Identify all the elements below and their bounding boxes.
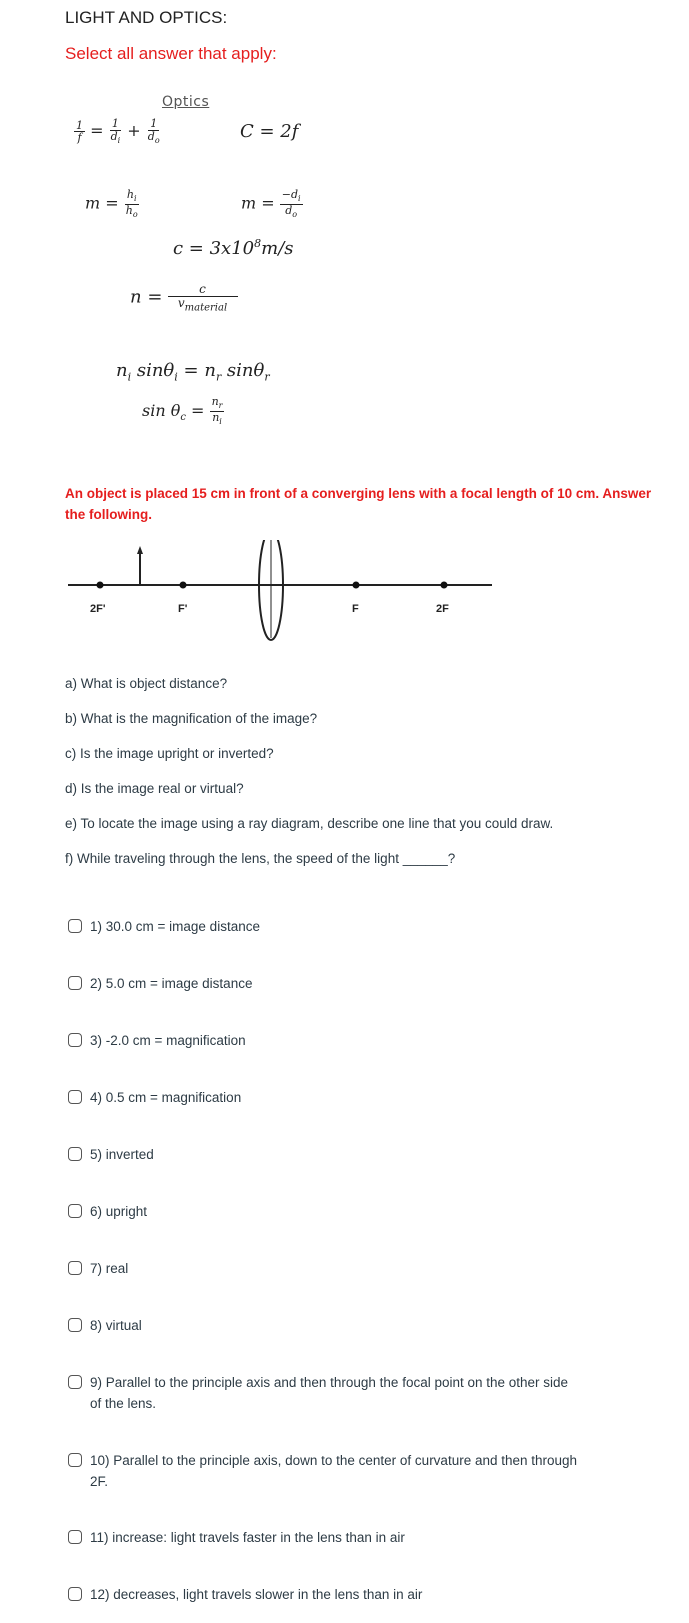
answer-label: 1) 30.0 cm = image distance <box>90 919 260 934</box>
checkbox[interactable] <box>68 1587 82 1601</box>
checkbox[interactable] <box>68 1453 82 1467</box>
thin-lens-equation: $\frac{1}{f}$ = $\frac{1}{d_i}$ + $\frac{1}{d_o}$ <box>76 117 160 145</box>
answer-label: 11) increase: light travels faster in the lens than in air <box>90 1530 405 1545</box>
label-2f-prime: 2F' <box>90 603 106 615</box>
answer-option-4[interactable] <box>68 1089 241 1108</box>
answer-option-7[interactable] <box>68 1260 128 1279</box>
answer-option-1[interactable] <box>68 918 260 937</box>
answer-option-11[interactable] <box>68 1529 405 1548</box>
question-d: d) Is the image real or virtual? <box>65 781 244 796</box>
formula-heading: Optics <box>162 94 210 110</box>
answer-option-5[interactable] <box>68 1146 154 1165</box>
critical-angle-equation: $\sin \theta_c$ = $\frac{n_r}{n_i}$ <box>142 395 223 426</box>
answer-option-2[interactable] <box>68 975 252 994</box>
question-f: f) While traveling through the lens, the speed of the light ______? <box>65 851 456 866</box>
question-a: a) What is object distance? <box>65 676 228 691</box>
answer-option-9[interactable] <box>68 1374 580 1414</box>
answer-option-8[interactable] <box>68 1317 142 1336</box>
point-f-prime <box>180 582 187 589</box>
answer-label: 5) inverted <box>90 1147 154 1162</box>
object-arrowhead <box>137 546 143 554</box>
answer-label: 2) 5.0 cm = image distance <box>90 976 253 991</box>
answer-option-12[interactable] <box>68 1586 422 1605</box>
answer-label: 8) virtual <box>90 1318 142 1333</box>
answer-label: 3) -2.0 cm = magnification <box>90 1033 246 1048</box>
instruction-text: Select all answer that apply: <box>65 44 277 63</box>
center-curvature-equation: C = 2f <box>240 121 299 142</box>
problem-statement: An object is placed 15 cm in front of a converging lens with a focal length of 10 cm. Answer the following. <box>65 486 652 522</box>
magnification-height-equation: m = $\frac{h_i}{h_o}$ <box>85 188 138 219</box>
checkbox[interactable] <box>68 1375 82 1389</box>
checkbox[interactable] <box>68 919 82 933</box>
checkbox[interactable] <box>68 976 82 990</box>
answer-option-3[interactable] <box>68 1032 246 1051</box>
question-e: e) To locate the image using a ray diagram, describe one line that you could draw. <box>65 816 554 831</box>
answer-label: 12) decreases, light travels slower in the lens than in air <box>90 1587 423 1602</box>
checkbox[interactable] <box>68 1033 82 1047</box>
question-b: b) What is the magnification of the image? <box>65 711 318 726</box>
question-c: c) Is the image upright or inverted? <box>65 746 274 761</box>
checkbox[interactable] <box>68 1204 82 1218</box>
point-2f-prime <box>97 582 104 589</box>
checkbox[interactable] <box>68 1261 82 1275</box>
index-equation: n = $\frac{c}{v_{material}}$ <box>130 283 238 313</box>
formula-sheet <box>0 0 689 460</box>
label-f-prime: F' <box>178 603 188 615</box>
checkbox[interactable] <box>68 1530 82 1544</box>
magnification-distance-equation: m = $\frac{-d_i}{d_o}$ <box>241 188 301 219</box>
answer-label: 7) real <box>90 1261 129 1276</box>
speed-of-light-equation: $c = 3x10^8m/s$ <box>173 237 294 259</box>
checkbox[interactable] <box>68 1318 82 1332</box>
label-2f: 2F <box>436 603 449 615</box>
page-title: LIGHT AND OPTICS: <box>65 8 228 27</box>
point-2f <box>441 582 448 589</box>
checkbox[interactable] <box>68 1090 82 1104</box>
point-f <box>353 582 360 589</box>
answer-label: 4) 0.5 cm = magnification <box>90 1090 242 1105</box>
answer-label: 10) Parallel to the principle axis, down to the center of curvature and then through 2F. <box>90 1453 578 1489</box>
lens-diagram <box>60 540 500 650</box>
answer-option-6[interactable] <box>68 1203 147 1222</box>
answer-label: 6) upright <box>90 1204 148 1219</box>
answer-option-10[interactable] <box>68 1452 580 1492</box>
snell-law-equation: $n_i$ $\sin\theta_i = n_r$ sinθ$_r$ <box>116 360 270 384</box>
answer-label: 9) Parallel to the principle axis and then through the focal point on the other side of the lens. <box>90 1375 569 1411</box>
checkbox[interactable] <box>68 1147 82 1161</box>
label-f: F <box>352 603 359 615</box>
